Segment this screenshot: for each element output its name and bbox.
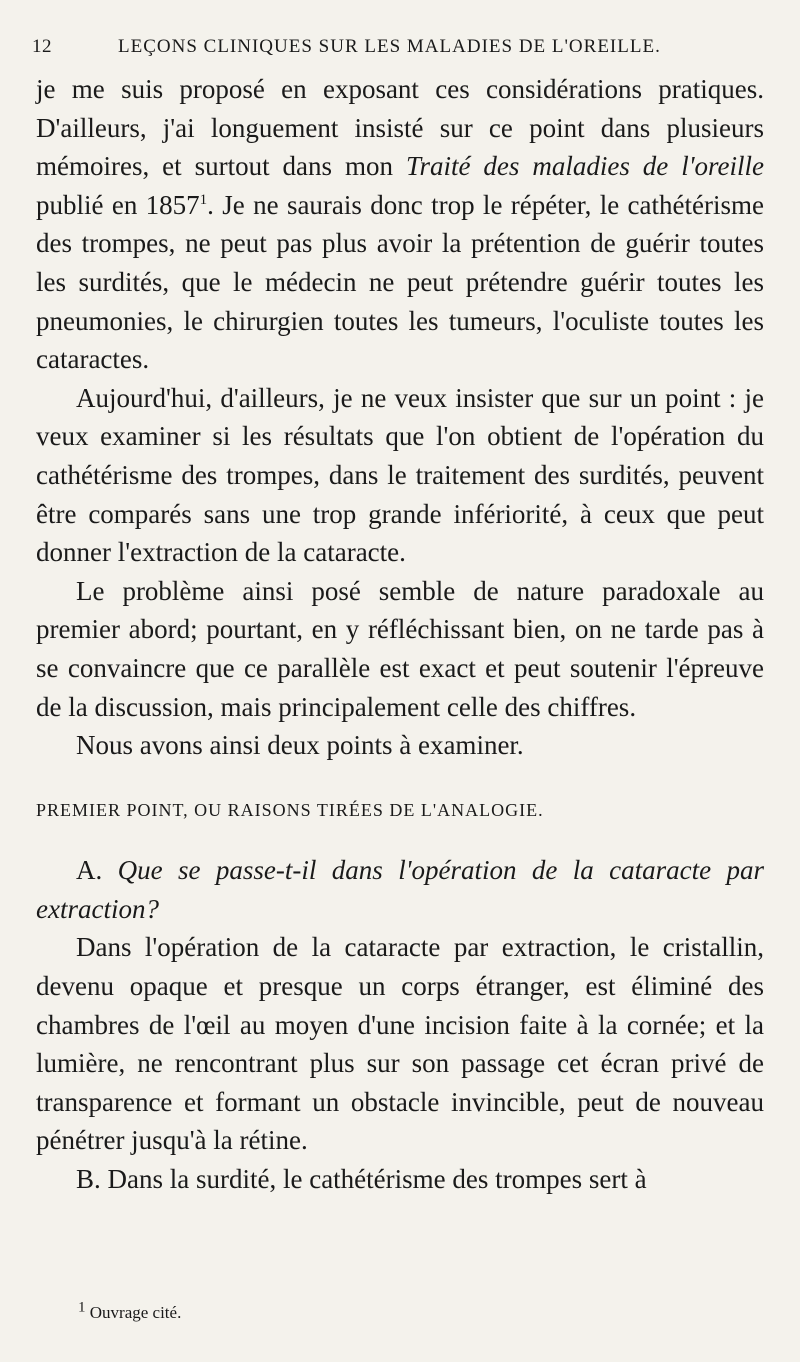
subsection-a bbox=[36, 851, 764, 928]
footnote-marker: 1 bbox=[78, 1299, 86, 1316]
page-number: 12 bbox=[32, 36, 52, 57]
book-title-italic: Traité des maladies de l'oreille bbox=[405, 151, 764, 182]
paragraph-1-text-b: publié en 1857 bbox=[36, 189, 200, 220]
paragraph-4: Nous avons ainsi deux points à examiner. bbox=[76, 730, 524, 761]
subsection-a-question: Que se passe-t-il dans l'opération de la cataracte par extraction? bbox=[36, 855, 764, 924]
paragraph-5: Dans l'opération de la cataracte par extraction, le cristallin, devenu opaque et presque un corps étranger, est éliminé des chambres de l'œil au moyen d'une incision faite à la cornée; et la lumière, ne rencontrant plus sur son passage cet écran privé de transparence et formant un obstacle invincible, peut de nouveau pénétrer jusqu'à la rétine. bbox=[36, 932, 764, 1156]
section-heading: PREMIER POINT, OU RAISONS TIRÉES DE L'ANALOGIE. bbox=[36, 799, 544, 820]
paragraph-1 bbox=[36, 70, 764, 379]
footnote-text: Ouvrage cité. bbox=[89, 1303, 182, 1322]
subsection-a-label: A. bbox=[76, 855, 103, 886]
footnote-reference: 1 bbox=[199, 191, 208, 208]
paragraph-1-text-c: . Je ne saurais donc trop le répéter, le cathétérisme des trompes, ne peut pas plus avoir la prétention de guérir toutes les surdités, que le médecin ne peut prétendre guérir toutes les pneumonies, le chirurgien toutes les tumeurs, l'oculiste toutes les cataractes. bbox=[36, 189, 764, 375]
footnote bbox=[78, 1299, 182, 1323]
paragraph-1-text-a: je me suis proposé en exposant ces considérations pratiques. D'ailleurs, j'ai longuement insisté sur ce point dans plusieurs mémoires, et surtout dans mon bbox=[36, 74, 764, 182]
paragraph-3: Le problème ainsi posé semble de nature paradoxale au premier abord; pourtant, en y réfléchissant bien, on ne tarde pas à se convaincre que ce parallèle est exact et peut soutenir l'épreuve de la discussion, mais principalement celle des chiffres. bbox=[36, 575, 764, 722]
paragraph-2: Aujourd'hui, d'ailleurs, je ne veux insister que sur un point : je veux examiner si les résultats que l'on obtient de l'opération du cathétérisme des trompes, dans le traitement des surdités, peuvent être comparés sans une trop grande infériorité, à ceux que peut donner l'extraction de la cataracte. bbox=[36, 382, 764, 568]
body-text bbox=[36, 70, 764, 1199]
paragraph-6: B. Dans la surdité, le cathétérisme des trompes sert à bbox=[76, 1164, 647, 1195]
running-title: LEÇONS CLINIQUES SUR LES MALADIES DE L'OREILLE. bbox=[118, 36, 661, 57]
